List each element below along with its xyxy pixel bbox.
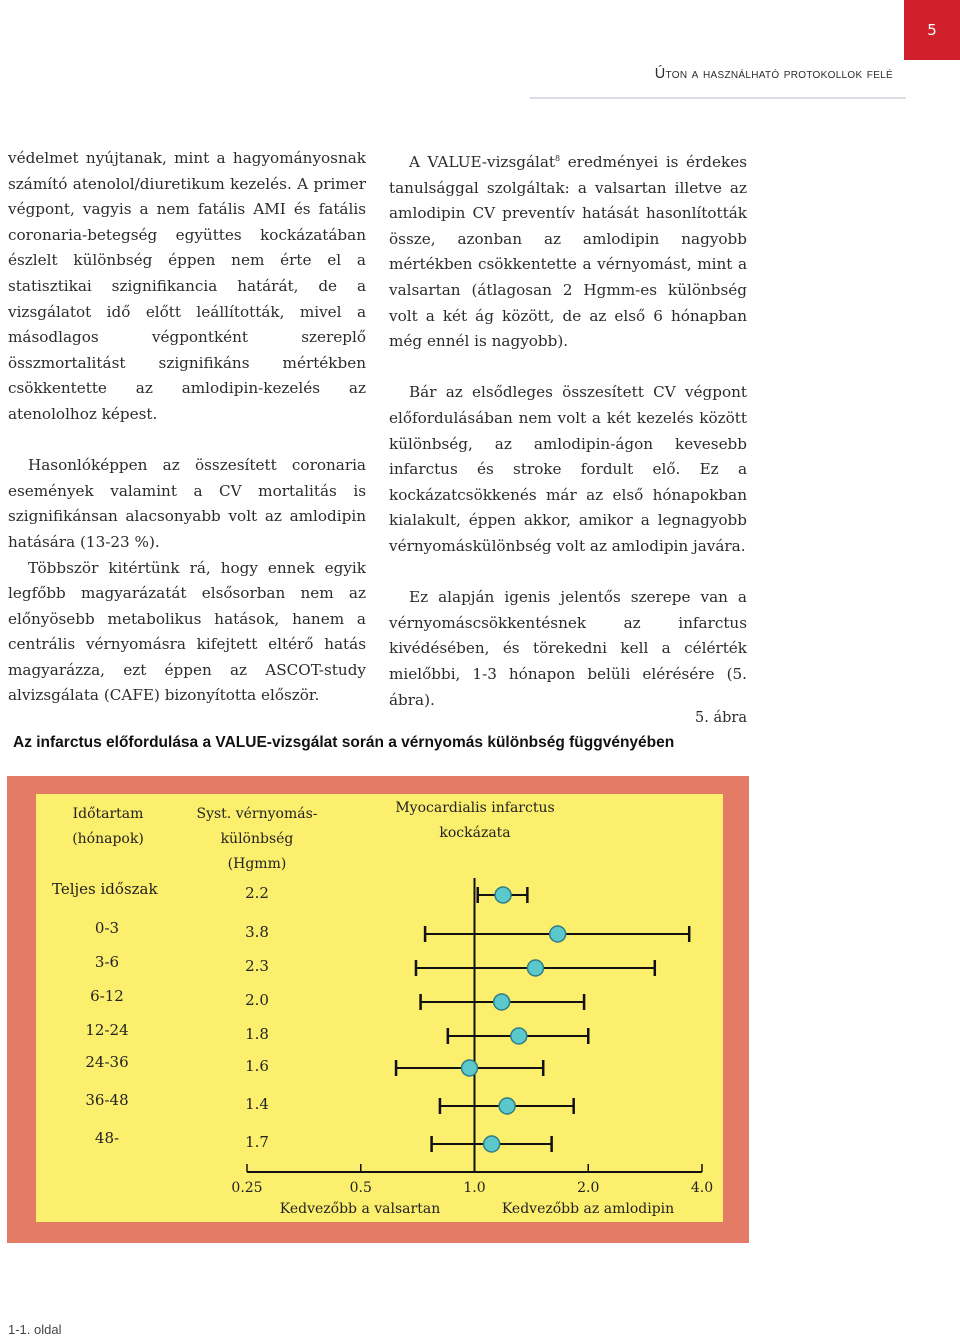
bp-diff-value: 2.3 <box>245 957 269 975</box>
figure-number: 5. ábra <box>695 710 747 726</box>
point-estimate <box>550 926 566 942</box>
figure-title: Az infarctus előfordulása a VALUE-vizsgálat során a vérnyomás különbség függvényében <box>13 734 675 751</box>
citation-number: 8 <box>555 154 561 163</box>
period-label: 48- <box>94 1129 120 1147</box>
x-tick-label: 1.0 <box>463 1180 486 1196</box>
bp-diff-header: (Hgmm) <box>227 856 287 872</box>
forest-plot <box>0 770 960 1270</box>
right-column <box>389 146 747 713</box>
paragraph: Hasonlóképpen az összesített coronaria események valamint a CV mortalitás is szignifikánsan alacsonyabb volt az amlodipin hatására (13-23 %). <box>8 456 366 551</box>
paragraph-rest: eredményei is érdekes tanulsággal szolgáltak: a valsartan illetve az amlodipin CV preventív hatását hasonlították össze, azonban az amlodipin nagyobb mértékben csökkentette a vérnyomást, mint a valsartan (átlagosan 2 Hgmm-es különbség volt a két ág között, de az első 6 hónapban még ennél is nagyobb). <box>389 153 747 351</box>
period-label: 0-3 <box>94 919 120 937</box>
point-estimate <box>527 960 543 976</box>
point-estimate <box>462 1060 478 1076</box>
period-label: 6-12 <box>90 987 124 1005</box>
risk-header: kockázata <box>439 825 511 841</box>
left-column <box>8 146 366 709</box>
x-label-right: Kedvezőbb az amlodipin <box>501 1201 675 1217</box>
period-label: 24-36 <box>85 1053 129 1071</box>
bp-diff-value: 1.7 <box>245 1133 269 1151</box>
point-estimate <box>511 1028 527 1044</box>
period-label: Teljes időszak <box>52 880 158 898</box>
period-label: 36-48 <box>85 1091 129 1109</box>
paragraph: Bár az elsődleges összesített CV végpont előfordulásában nem volt a két kezelés között különbség, az amlodipin-ágon kevesebb infarctus és stroke fordult elő. Ez a kockázatcsökkenés már az első hónapokban kialakult, éppen akkor, amikor a legnagyobb vérnyomáskülönbség volt az amlodipin javára. <box>389 383 747 555</box>
page-number-badge <box>904 0 960 60</box>
bp-diff-header: különbség <box>220 831 294 847</box>
point-estimate <box>495 887 511 903</box>
duration-header: (hónapok) <box>72 831 144 847</box>
x-tick-label: 0.25 <box>231 1180 263 1196</box>
paragraph <box>389 146 747 355</box>
bp-diff-value: 3.8 <box>245 923 269 941</box>
paragraph: Többször kitértünk rá, hogy ennek egyik legfőbb magyarázatát elsősorban nem az előnyösebb metabolikus hatások, hanem a centrális vérnyomásra kifejtett eltérő hatás magyarázza, ezt éppen az ASCOT-study alvizsgálata (CAFE) bizonyította először. <box>8 558 366 705</box>
period-label: 12-24 <box>85 1021 129 1039</box>
paragraph-lead: A VALUE-vizsgálat <box>409 153 556 172</box>
bp-diff-header: Syst. vérnyomás- <box>196 806 318 822</box>
x-tick-label: 0.5 <box>349 1180 372 1196</box>
paragraph: Ez alapján igenis jelentős szerepe van a vérnyomáscsökkentésnek az infarctus kivédésében, és törekedni kell a célérték mielőbbi, 1-3 hónapon belüli elérésére (5. ábra). <box>389 588 747 709</box>
x-tick-label: 4.0 <box>690 1180 714 1196</box>
running-head: Úton a használható protokollok felé <box>654 66 893 82</box>
bp-diff-value: 2.0 <box>245 991 269 1009</box>
x-tick-label: 2.0 <box>577 1180 600 1196</box>
point-estimate <box>494 994 510 1010</box>
bp-diff-value: 1.4 <box>245 1095 269 1113</box>
header-rule <box>530 97 906 99</box>
risk-header: Myocardialis infarctus <box>395 800 555 816</box>
x-label-left: Kedvezőbb a valsartan <box>279 1201 441 1217</box>
point-estimate <box>499 1098 515 1114</box>
bp-diff-value: 1.6 <box>245 1057 269 1075</box>
bp-diff-value: 1.8 <box>245 1025 269 1043</box>
period-label: 3-6 <box>94 953 120 971</box>
point-estimate <box>484 1136 500 1152</box>
footer-page-label: 1-1. oldal <box>8 1322 62 1337</box>
bp-diff-value: 2.2 <box>245 884 269 902</box>
chart-panel <box>36 794 723 1222</box>
duration-header: Időtartam <box>72 806 144 822</box>
page-number: 5 <box>927 21 937 39</box>
paragraph: védelmet nyújtanak, mint a hagyományosnak számító atenolol/diuretikum kezelés. A primer végpont, vagyis a nem fatális AMI és fatális coronaria-betegség együttes kockázatában észlelt különbség éppen nem érte el a statisztikai szignifikancia határát, de a vizsgálatot idő előtt leállították, mivel a másodlagos végpontként szereplő összmortalitást szignifikáns mértékben csökkentette az amlodipin-kezelés az atenololhoz képest. <box>8 149 366 423</box>
